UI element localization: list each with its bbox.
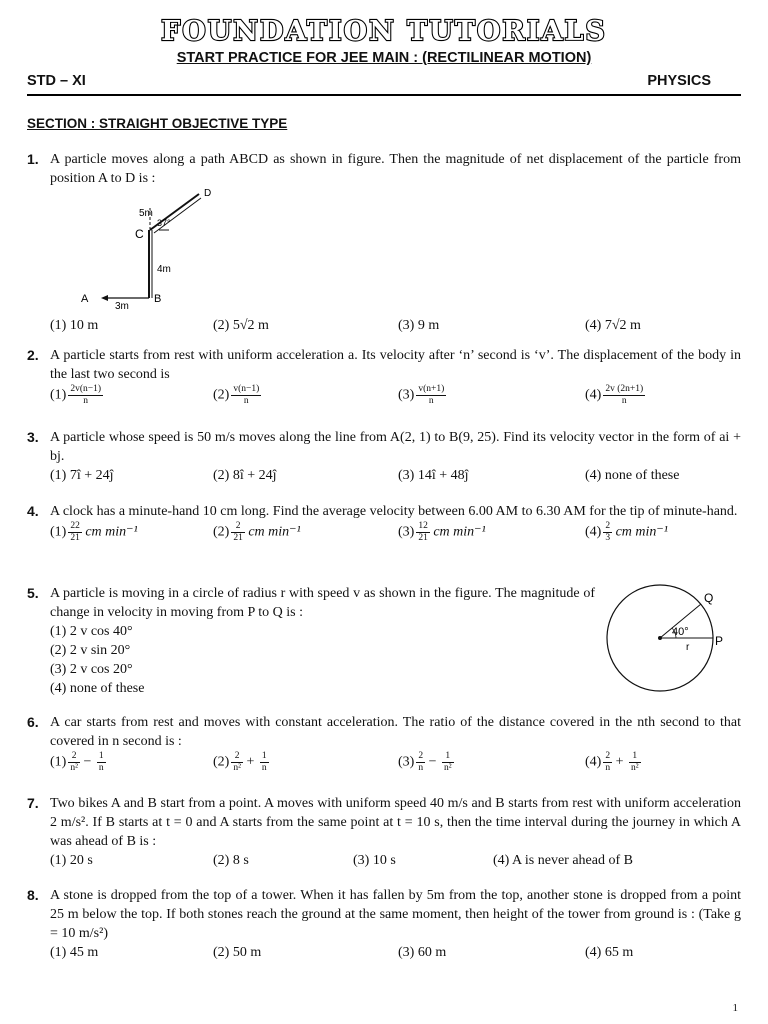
options [50,466,741,488]
std-row [27,73,741,89]
question-number: 8. [27,887,39,903]
option-1: (1) $\frac{22}{21}$ cm min⁻¹ [50,521,138,543]
question-text: A particle moves along a path ABCD as shown in figure. Then the magnitude of net displacement of the particle from position A to D is : [50,152,741,186]
options [50,943,741,965]
option-2: (2) 8î + 24ĵ [213,468,277,483]
option-1: (1) $\frac{2v(n-1)}{n}$ [50,384,102,406]
point-a-label: A [81,293,89,305]
ab-length-label: 3m [115,301,129,312]
page-number: 1 [732,1002,738,1014]
options [50,751,741,777]
option-3: (3) 60 m [398,945,447,960]
option-3: (3) $\frac{v(n+1)}{n}$ [398,384,445,406]
question-5 [27,584,741,698]
option-3: (3) $\frac{12}{21}$ cm min⁻¹ [398,521,486,543]
question-text: A particle is moving in a circle of radius r with speed v as shown in the figure. The magnitude of change in velocity in moving from P to Q is : [50,586,595,620]
header-rule [27,94,741,96]
angle-label: 40° [672,626,689,638]
option-1: (1) 7î + 24ĵ [50,468,114,483]
subject-label: PHYSICS [647,73,711,89]
options [50,316,741,338]
option-1: (1) $\frac{2}{\text{n²}}$ − $\frac{1}{n}$ [50,751,104,773]
point-b-label: B [154,293,162,305]
question-number: 2. [27,347,39,363]
option-4: (4) $\frac{2v (2n+1)}{n}$ [585,384,644,406]
option-1: (1) 10 m [50,318,99,333]
option-4: (4) $\frac{2}{n}$ + $\frac{1}{\text{n²}}$ [585,751,639,773]
option-2: (2) 5√2 m [213,318,269,333]
question-number: 6. [27,714,39,730]
option-1: (1) 20 s [50,853,93,868]
question-6 [27,713,741,777]
option-3: (3) 14î + 48ĵ [398,468,469,483]
bc-length-label: 4m [157,264,171,275]
option-4: (4) 65 m [585,945,634,960]
circle-figure [602,584,742,708]
question-text: A particle whose speed is 50 m/s moves along the line from A(2, 1) to B(9, 25). Find its velocity vector in the form of ai + bj. [50,430,741,464]
point-c-label: C [135,227,144,241]
option-4: (4) none of these [585,468,680,483]
option-3: (3) $\frac{2}{n}$ − $\frac{1}{\text{n²}}$ [398,751,452,773]
question-8 [27,886,741,965]
brand-title: FOUNDATION TUTORIALS [161,16,607,47]
question-text: A clock has a minute-hand 10 cm long. Find the average velocity between 6.00 AM to 6.30 AM for the tip of minute-hand. [50,504,738,519]
options [50,384,741,410]
option-1: (1) 45 m [50,945,99,960]
question-number: 7. [27,795,39,811]
section-heading: SECTION : STRAIGHT OBJECTIVE TYPE [27,116,288,131]
std-label: STD – XI [27,73,86,89]
option-3: (3) 2 v cos 20° [50,662,133,677]
option-2: (2) $\frac{2}{\text{n²}}$ + $\frac{1}{n}$ [213,751,267,773]
question-text: Two bikes A and B start from a point. A moves with uniform speed 40 m/s and B starts from rest with uniform acceleration 2 m/s². If B starts at t = 0 and A starts from the same point at t = 10 s, then the time interval during the journey in which A was ahead of B is : [50,796,741,849]
option-1: (1) 2 v cos 40° [50,624,133,639]
option-2: (2) 50 m [213,945,262,960]
option-4: (4) A is never ahead of B [493,853,633,868]
question-1 [27,150,741,338]
option-2: (2) $\frac{v(n-1)}{n}$ [213,384,260,406]
question-2 [27,346,741,410]
option-4: (4) 7√2 m [585,318,641,333]
question-number: 1. [27,151,39,167]
angle-label: 37° [157,218,171,228]
question-number: 4. [27,503,39,519]
question-7 [27,794,741,873]
option-4: (4) none of these [50,681,145,696]
abcd-path-figure [77,188,277,316]
question-4 [27,502,741,547]
point-d-label: D [204,188,212,199]
options [50,521,741,547]
option-3: (3) 9 m [398,318,440,333]
point-p-label: P [715,634,724,648]
question-text: A stone is dropped from the top of a tower. When it has fallen by 5m from the top, another stone is dropped from a point 25 m below the top. If both stones reach the ground at the same moment, then height of the tower from ground is : (Take g = 10 m/s²) [50,888,741,941]
question-number: 5. [27,585,39,601]
option-2: (2) 2 v sin 20° [50,643,131,658]
option-4: (4) $\frac{2}{3}$ cm min⁻¹ [585,521,668,543]
cd-length-label: 5m [139,208,153,219]
options [50,851,741,873]
option-2: (2) $\frac{2}{21}$ cm min⁻¹ [213,521,301,543]
point-q-label: Q [704,591,714,605]
question-3 [27,428,741,488]
question-text: A particle starts from rest with uniform acceleration a. Its velocity after ‘n’ second is ‘v’. The displacement of the body in the last two second is [50,348,741,382]
question-text: A car starts from rest and moves with constant acceleration. The ratio of the distance covered in the nth second to that covered in n second is : [50,715,741,749]
option-3: (3) 10 s [353,853,396,868]
document-subtitle: START PRACTICE FOR JEE MAIN : (RECTILINEAR MOTION) [176,50,592,66]
question-number: 3. [27,429,39,445]
option-2: (2) 8 s [213,853,249,868]
radius-label: r [686,642,690,653]
